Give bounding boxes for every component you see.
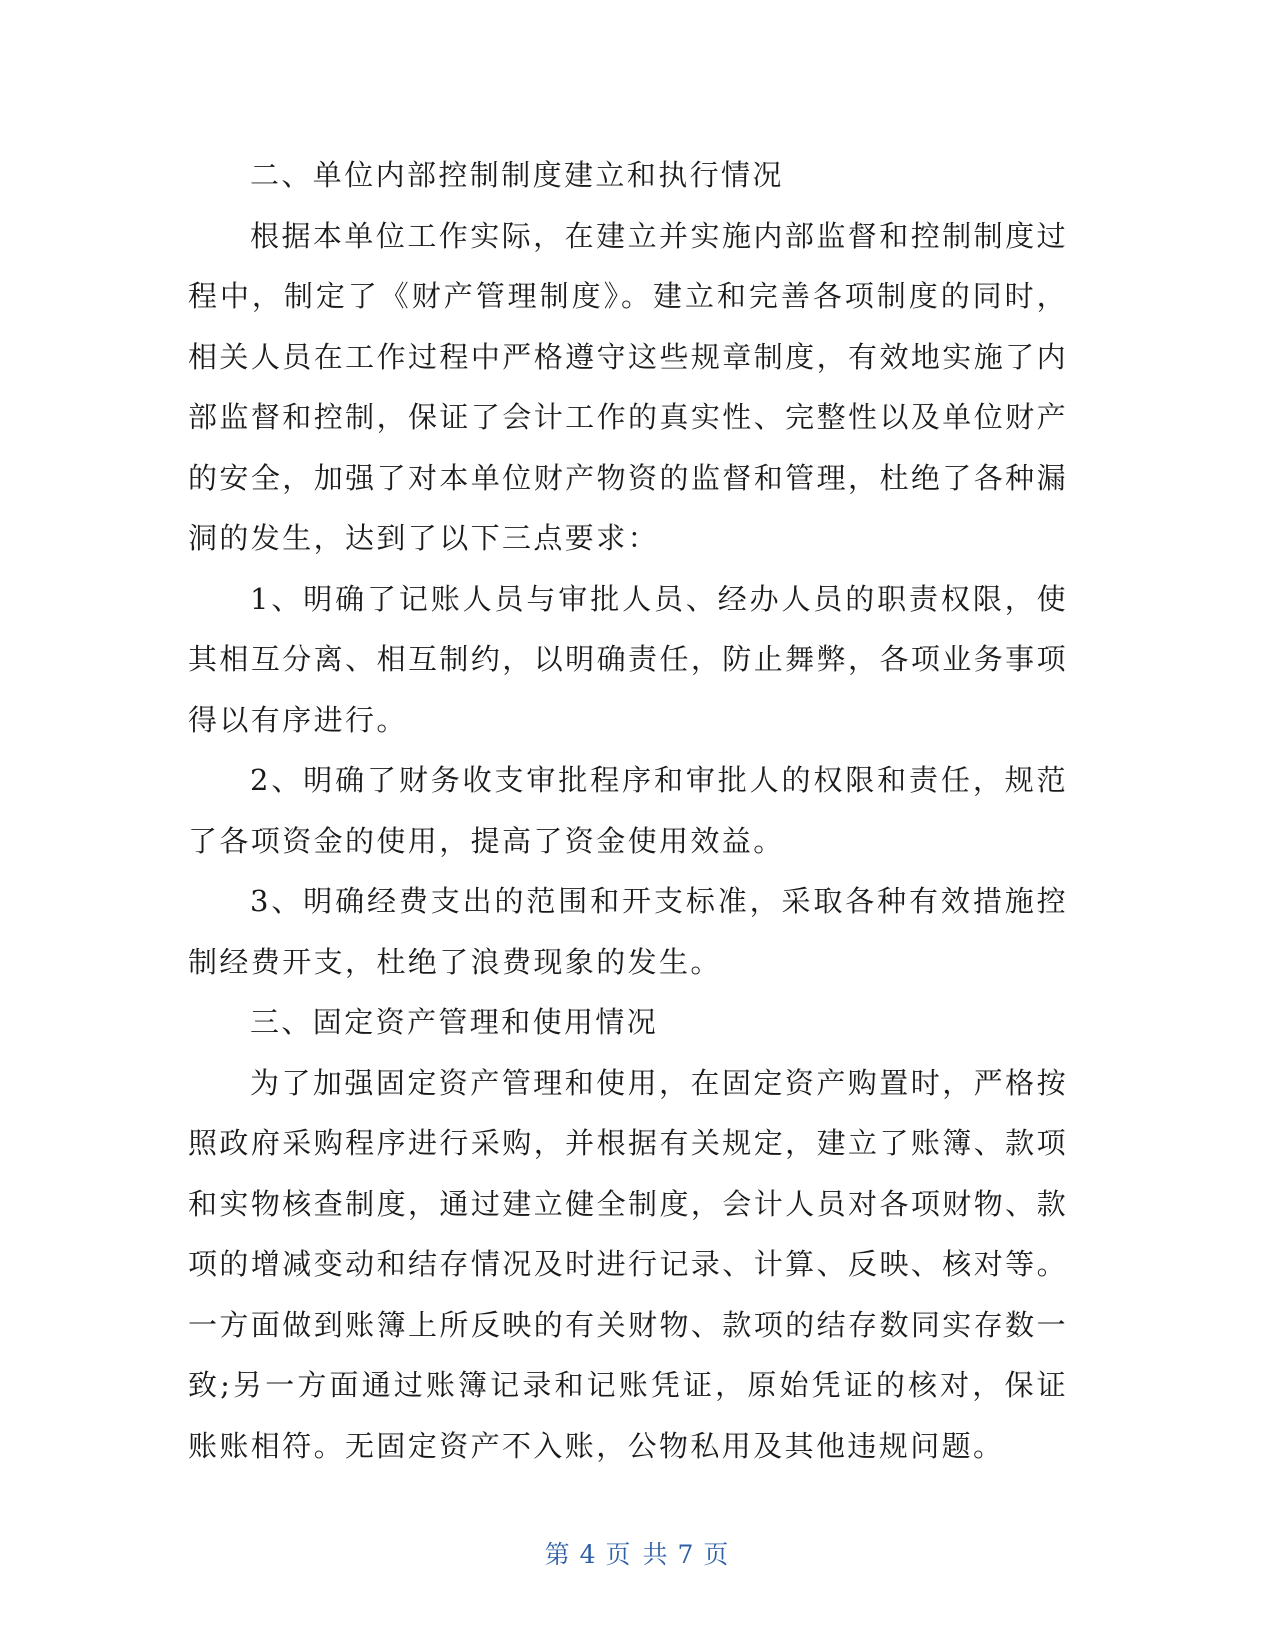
footer-current-page: 4	[579, 1540, 598, 1569]
body-paragraph: 为了加强固定资产管理和使用，在固定资产购置时，严格按照政府采购程序进行采购，并根据有关规定，建立了账簿、款项和实物核查制度，通过建立健全制度，会计人员对各项财物、款项的增减变动和结存情况及时进行记录、计算、反映、核对等。一方面做到账簿上所反映的有关财物、款项的结存数同实存数一致;另一方面通过账簿记录和记账凭证，原始凭证的核对，保证账账相符。无固定资产不入账，公物私用及其他违规问题。	[188, 1065, 1068, 1463]
footer-prefix: 第	[544, 1540, 572, 1569]
footer-suffix: 页	[703, 1540, 731, 1569]
list-item: 2、明确了财务收支审批程序和审批人的权限和责任，规范了各项资金的使用，提高了资金使用效益。	[188, 763, 1068, 858]
document-body	[188, 145, 1068, 1476]
list-item: 3、明确经费支出的范围和开支标准，采取各种有效措施控制经费开支，杜绝了浪费现象的发生。	[188, 884, 1068, 979]
footer-total-pages: 7	[677, 1540, 696, 1569]
section-heading: 三、固定资产管理和使用情况	[250, 1005, 659, 1039]
list-item: 1、明确了记账人员与审批人员、经办人员的职责权限，使其相互分离、相互制约，以明确责任，防止舞弊，各项业务事项得以有序进行。	[188, 581, 1068, 737]
section-heading: 二、单位内部控制制度建立和执行情况	[250, 158, 784, 192]
footer-middle: 页 共	[605, 1540, 670, 1569]
page-footer	[0, 1535, 1275, 1571]
body-paragraph: 根据本单位工作实际，在建立并实施内部监督和控制制度过程中，制定了《财产管理制度》。建立和完善各项制度的同时，相关人员在工作过程中严格遵守这些规章制度，有效地实施了内部监督和控制，保证了会计工作的真实性、完整性以及单位财产的安全，加强了对本单位财产物资的监督和管理，杜绝了各种漏洞的发生，达到了以下三点要求：	[188, 218, 1068, 555]
